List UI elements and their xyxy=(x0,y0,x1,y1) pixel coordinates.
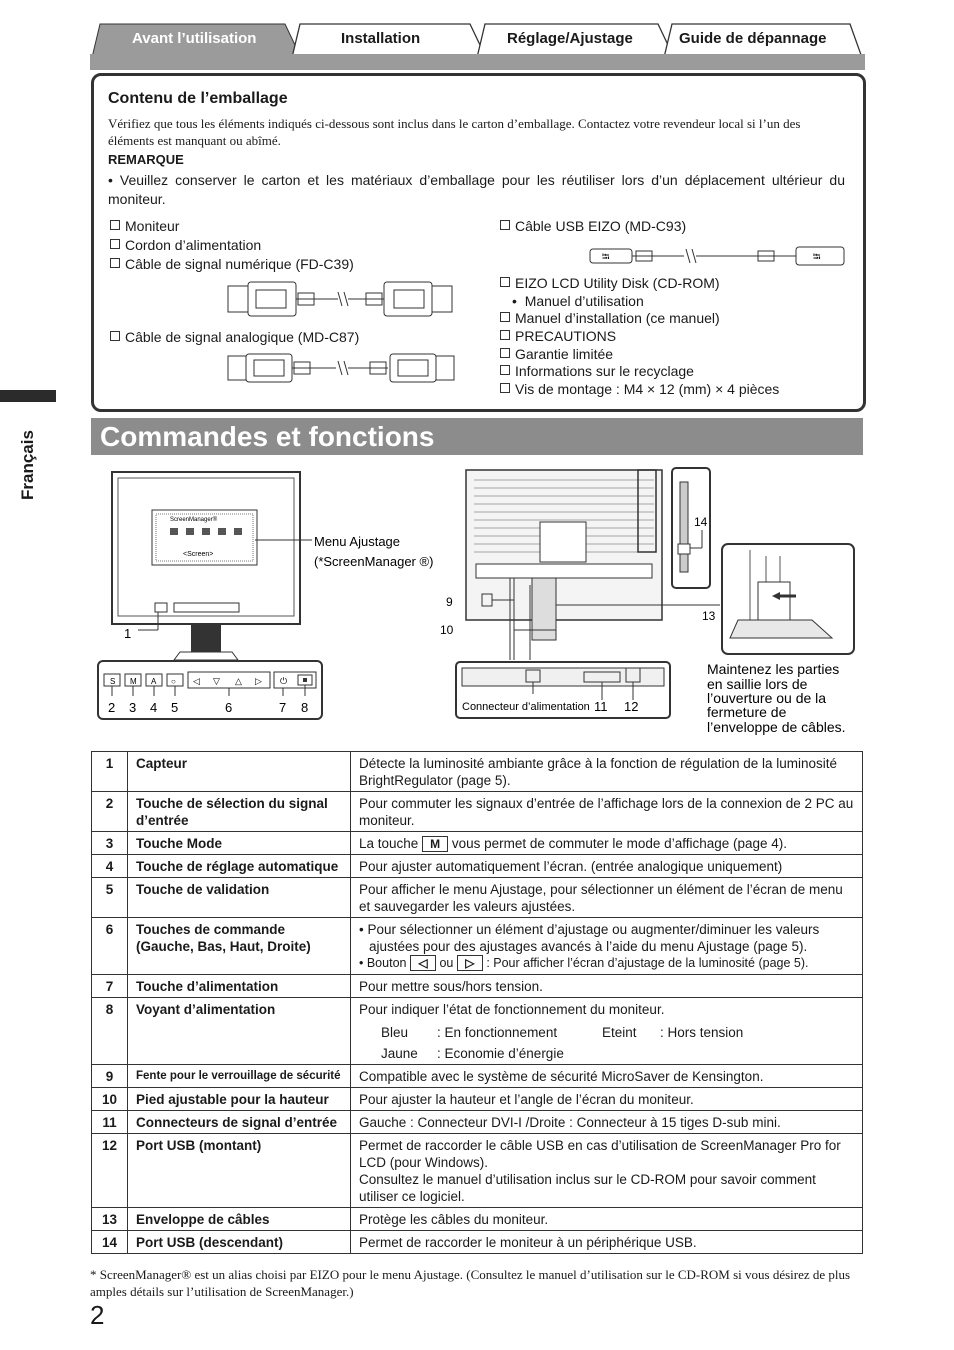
cable-note-line: l’ouverture ou de la xyxy=(707,690,827,706)
list-item: Vis de montage : M4 × 12 (mm) × 4 pièces xyxy=(500,381,779,397)
callout-number: 8 xyxy=(301,700,309,715)
checkbox-icon xyxy=(500,220,510,230)
list-item: EIZO LCD Utility Disk (CD-ROM) xyxy=(500,275,720,291)
checkbox-icon xyxy=(110,258,120,268)
package-contents-intro: Vérifiez que tous les éléments indiqués ci-dessous sont inclus dans le carton d’emballage. Contactez votre revendeur local si l’un des éléments est manquant ou abîmé. xyxy=(108,116,801,148)
table-row: 9 Fente pour le verrouillage de sécurité Compatible avec le système de sécurité MicroSaver de Kensington. xyxy=(92,1065,863,1088)
table-row: 14 Port USB (descendant) Permet de raccorder le moniteur à un périphérique USB. xyxy=(92,1231,863,1254)
cable-note-line: fermeture de xyxy=(707,704,787,720)
left-key-icon: ◁ xyxy=(410,955,436,971)
table-row: 1 Capteur Détecte la luminosité ambiante grâce à la fonction de régulation de la luminosité BrightRegulator (page 5). xyxy=(92,752,863,792)
list-item: Informations sur le recyclage xyxy=(500,363,694,379)
tab-installation[interactable]: Installation xyxy=(341,30,421,47)
list-item: Câble de signal analogique (MD-C87) xyxy=(110,329,359,345)
language-label: Français xyxy=(18,430,37,500)
list-item: Câble USB EIZO (MD-C93) xyxy=(500,218,686,234)
checkbox-icon xyxy=(500,365,510,375)
callout-number: 2 xyxy=(108,700,116,715)
callout-number: 10 xyxy=(440,623,454,637)
rear-connector-panel xyxy=(456,662,670,718)
button-a: A xyxy=(151,677,157,686)
checkbox-icon xyxy=(500,383,510,393)
list-item: Moniteur xyxy=(110,218,179,234)
callout-number: 9 xyxy=(446,595,453,609)
button-down: ▽ xyxy=(213,676,220,686)
table-row: 11 Connecteurs de signal d’entrée Gauche : Connecteur DVI-I /Droite : Connecteur à 15 tiges D-sub mini. xyxy=(92,1111,863,1134)
list-item: Garantie limitée xyxy=(500,346,613,362)
callout-number: 14 xyxy=(694,515,708,529)
monitor-rear-illustration xyxy=(466,470,702,660)
list-item: PRECAUTIONS xyxy=(500,328,616,344)
checkbox-icon xyxy=(500,312,510,322)
osd-subtitle: <Screen> xyxy=(183,551,214,558)
tab-underline xyxy=(90,54,865,70)
table-row: 2 Touche de sélection du signal d’entrée Pour commuter les signaux d’entrée de l’affichage lors de la connexion de 2 PC au moniteur. xyxy=(92,792,863,832)
button-enter: ○ xyxy=(171,677,176,686)
table-row: 13 Enveloppe de câbles Protège les câbles du moniteur. xyxy=(92,1208,863,1231)
svg-text:⭾: ⭾ xyxy=(602,252,610,263)
analog-cable-illustration xyxy=(226,350,458,386)
table-row: 6 Touches de commande (Gauche, Bas, Haut, Droite) • Pour sélectionner un élément d’ajustage ou augmenter/diminuer les valeurs ajustées pour des ajustages avancés à l’aide du menu Ajustage (page 5). • Bouton ◁ ou ▷ : Pour afficher l’écran d’ajustage de la luminosité (page 5). xyxy=(92,918,863,975)
power-connector-label: Connecteur d’alimentation xyxy=(462,701,590,713)
right-key-icon: ▷ xyxy=(457,955,483,971)
table-row: 3 Touche Mode La touche M vous permet de commuter le mode d’affichage (page 4). xyxy=(92,832,863,855)
cable-note-line: Maintenez les parties xyxy=(707,661,840,677)
package-contents-title: Contenu de l’emballage xyxy=(108,90,288,107)
button-m: M xyxy=(130,677,137,686)
usb-port-detail xyxy=(672,468,710,588)
mode-key-icon: M xyxy=(422,836,448,852)
button-right: ▷ xyxy=(255,676,262,686)
remark-label: REMARQUE xyxy=(108,152,184,167)
checkbox-icon xyxy=(110,220,120,230)
language-tab-marker xyxy=(0,390,56,402)
callout-number: 11 xyxy=(594,699,608,714)
cable-note-line: en saillie lors de xyxy=(707,676,808,692)
table-row: 7 Touche d’alimentation Pour mettre sous/hors tension. xyxy=(92,975,863,998)
tab-avant-utilisation[interactable]: Avant l’utilisation xyxy=(132,30,257,47)
button-up: △ xyxy=(235,676,242,686)
table-row: 5 Touche de validation Pour afficher le menu Ajustage, pour sélectionner un élément de l’écran de menu et sauvegarder les valeurs ajustées. xyxy=(92,878,863,918)
tab-reglage-ajustage[interactable]: Réglage/Ajustage xyxy=(507,30,633,47)
page-number: 2 xyxy=(90,1300,105,1330)
button-left: ◁ xyxy=(193,676,200,686)
table-row: 4 Touche de réglage automatique Pour ajuster automatiquement l’écran. (entrée analogique uniquement) xyxy=(92,855,863,878)
callout-number: 4 xyxy=(150,700,158,715)
svg-text:⭾: ⭾ xyxy=(813,252,821,263)
front-button-panel xyxy=(98,661,322,719)
controls-diagram xyxy=(90,460,865,740)
footnote: * ScreenManager® est un alias choisi par EIZO pour le menu Ajustage. (Consultez le manuel d’utilisation sur le CD-ROM si vous désirez de plus amples détails sur l’utilisation de ScreenManager.) xyxy=(90,1267,851,1299)
list-sub-item: • Manuel d’utilisation xyxy=(512,293,644,309)
table-row: 10 Pied ajustable pour la hauteur Pour ajuster la hauteur et l’angle de l’écran du moniteur. xyxy=(92,1088,863,1111)
monitor-front-illustration xyxy=(112,472,312,660)
callout-number: 12 xyxy=(624,699,639,714)
controls-table xyxy=(91,751,863,1254)
callout-number: 1 xyxy=(124,626,132,641)
menu-adjust-label: Menu Ajustage xyxy=(314,534,401,549)
section-title: Commandes et fonctions xyxy=(100,421,435,452)
table-row: 12 Port USB (montant) Permet de raccorder le câble USB en cas d’utilisation de ScreenManager Pro for LCD (pour Windows). Consultez le manuel d’utilisation inclus sur le CD-ROM pour savoir comment utiliser ce logiciel. xyxy=(92,1134,863,1208)
tab-guide-depannage[interactable]: Guide de dépannage xyxy=(679,30,827,47)
checkbox-icon xyxy=(110,239,120,249)
screenmanager-label: (*ScreenManager ®) xyxy=(314,554,434,569)
callout-number: 6 xyxy=(225,700,233,715)
checkbox-icon xyxy=(500,277,510,287)
list-item: Manuel d’installation (ce manuel) xyxy=(500,310,720,326)
checkbox-icon xyxy=(500,348,510,358)
checkbox-icon xyxy=(500,330,510,340)
usb-cable-illustration xyxy=(588,243,846,269)
digital-cable-illustration xyxy=(226,278,454,320)
cable-note-line: l’enveloppe de câbles. xyxy=(707,719,846,735)
button-s: S xyxy=(110,677,116,686)
list-item: Cordon d’alimentation xyxy=(110,237,261,253)
button-power: ⏻ xyxy=(280,676,288,686)
callout-number: 13 xyxy=(702,609,716,623)
remark-text: • Veuillez conserver le carton et les matériaux d’emballage pour les réutiliser lors d’un déplacement ultérieur du moniteur. xyxy=(108,172,845,207)
list-item: Câble de signal numérique (FD-C39) xyxy=(110,256,354,272)
callout-number: 7 xyxy=(279,700,287,715)
checkbox-icon xyxy=(110,331,120,341)
table-row: 8 Voyant d’alimentation Pour indiquer l’état de fonctionnement du moniteur. Bleu : En fonctionnement Eteint : Hors tension Jaune : Economie d’énergie xyxy=(92,998,863,1065)
callout-number: 3 xyxy=(129,700,137,715)
callout-number: 5 xyxy=(171,700,179,715)
osd-title: ScreenManager® xyxy=(170,517,218,523)
